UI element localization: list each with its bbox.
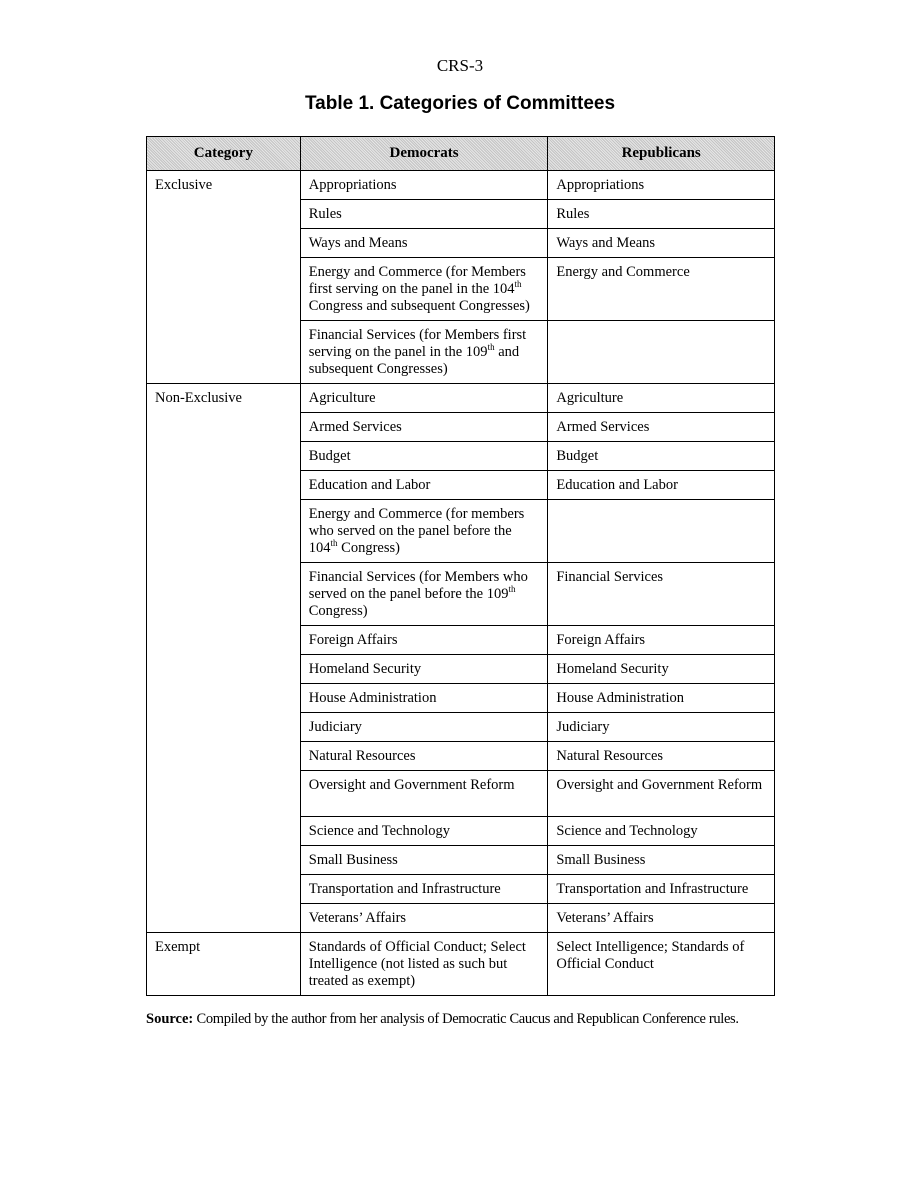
democrats-cell: Education and Labor	[300, 471, 548, 500]
democrats-cell: Science and Technology	[300, 817, 548, 846]
ordinal-suffix: th	[514, 279, 522, 290]
republicans-cell: Foreign Affairs	[548, 626, 775, 655]
republicans-cell: Veterans’ Affairs	[548, 904, 775, 933]
republicans-cell: Judiciary	[548, 713, 775, 742]
republicans-cell	[548, 321, 775, 384]
republicans-cell: Oversight and Government Reform	[548, 771, 775, 817]
republicans-cell: House Administration	[548, 684, 775, 713]
cell-text: Financial Services (for Members first serving on the panel in the 109	[308, 327, 527, 360]
ordinal-suffix: th	[508, 584, 516, 595]
democrats-cell: Budget	[300, 442, 548, 471]
democrats-cell: Homeland Security	[300, 655, 548, 684]
category-exclusive: Exclusive	[147, 171, 301, 384]
header-democrats: Democrats	[300, 137, 548, 171]
republicans-cell: Natural Resources	[548, 742, 775, 771]
table-row	[147, 933, 775, 996]
header-category: Category	[147, 137, 301, 171]
republicans-cell: Homeland Security	[548, 655, 775, 684]
democrats-cell	[300, 258, 548, 321]
category-exempt: Exempt	[147, 933, 301, 996]
republicans-cell	[548, 500, 775, 563]
democrats-cell: Agriculture	[300, 384, 548, 413]
democrats-cell: Armed Services	[300, 413, 548, 442]
category-non-exclusive: Non-Exclusive	[147, 384, 301, 933]
republicans-cell: Transportation and Infrastructure	[548, 875, 775, 904]
cell-text: Congress)	[308, 603, 368, 619]
democrats-cell: Ways and Means	[300, 229, 548, 258]
source-note	[146, 1011, 786, 1028]
democrats-cell: Oversight and Government Reform	[300, 771, 548, 817]
republicans-cell: Appropriations	[548, 171, 775, 200]
cell-text: Congress and subsequent Congresses)	[308, 298, 530, 314]
republicans-cell: Education and Labor	[548, 471, 775, 500]
democrats-cell	[300, 563, 548, 626]
table-row	[147, 171, 775, 200]
cell-text: and subsequent Congresses)	[308, 344, 520, 377]
democrats-cell: Appropriations	[300, 171, 548, 200]
republicans-cell: Ways and Means	[548, 229, 775, 258]
democrats-cell: Veterans’ Affairs	[300, 904, 548, 933]
republicans-cell: Budget	[548, 442, 775, 471]
democrats-cell: Small Business	[300, 846, 548, 875]
republicans-cell: Select Intelligence; Standards of Official Conduct	[548, 933, 775, 996]
table-header-row	[147, 137, 775, 171]
republicans-cell: Agriculture	[548, 384, 775, 413]
democrats-cell	[300, 321, 548, 384]
republicans-cell: Small Business	[548, 846, 775, 875]
democrats-cell	[300, 500, 548, 563]
democrats-cell: House Administration	[300, 684, 548, 713]
democrats-cell: Standards of Official Conduct; Select Intelligence (not listed as such but treated as exempt)	[300, 933, 548, 996]
source-text: Compiled by the author from her analysis of Democratic Caucus and Republican Conference rules.	[193, 1011, 739, 1027]
ordinal-suffix: th	[487, 342, 495, 353]
cell-text: Congress)	[337, 540, 400, 556]
republicans-cell: Rules	[548, 200, 775, 229]
cell-text: Financial Services (for Members who served on the panel before the 109	[308, 569, 528, 602]
ordinal-suffix: th	[330, 538, 338, 549]
page-number: CRS-3	[436, 56, 484, 75]
table-row	[147, 384, 775, 413]
democrats-cell: Foreign Affairs	[300, 626, 548, 655]
republicans-cell: Armed Services	[548, 413, 775, 442]
header-republicans: Republicans	[548, 137, 775, 171]
cell-text: Energy and Commerce (for Members first serving on the panel in the 104	[308, 264, 526, 297]
source-label: Source:	[146, 1011, 194, 1027]
table-title: Table 1. Categories of Committees	[304, 93, 616, 114]
democrats-cell: Natural Resources	[300, 742, 548, 771]
committee-categories-table	[146, 136, 775, 996]
cell-text: Energy and Commerce (for members who served on the panel before the 104	[308, 506, 525, 556]
republicans-cell: Energy and Commerce	[548, 258, 775, 321]
democrats-cell: Rules	[300, 200, 548, 229]
democrats-cell: Judiciary	[300, 713, 548, 742]
democrats-cell: Transportation and Infrastructure	[300, 875, 548, 904]
republicans-cell: Financial Services	[548, 563, 775, 626]
republicans-cell: Science and Technology	[548, 817, 775, 846]
